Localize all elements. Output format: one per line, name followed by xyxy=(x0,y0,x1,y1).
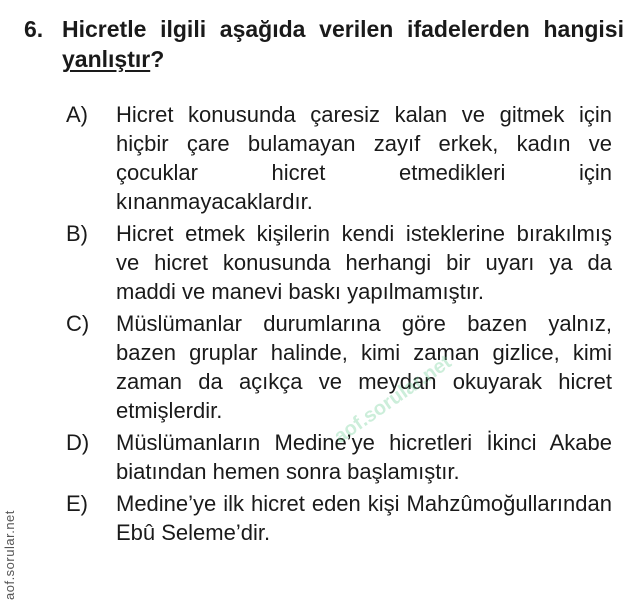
option-a[interactable] xyxy=(66,100,612,216)
option-letter: A) xyxy=(66,102,88,127)
option-text: Medine’ye ilk hicret eden kişi Mahzûmoğullarından Ebû Seleme’dir. xyxy=(116,491,612,545)
side-watermark: aof.sorular.net xyxy=(2,510,17,600)
option-b[interactable] xyxy=(66,219,612,306)
option-letter: D) xyxy=(66,430,90,455)
answer-options xyxy=(66,100,612,550)
question-number: 6. xyxy=(24,16,44,42)
question-text-underlined: yanlıştır xyxy=(62,46,151,72)
question-text xyxy=(62,14,624,74)
diagonal-watermark: aof.sorular.net xyxy=(330,350,456,449)
option-text: Hicret konusunda çaresiz kalan ve gitmek için hiçbir çare bulamayan zayıf erkek, kadın ve çocuklar hicret etmedikleri için kınanmayacaklardır. xyxy=(116,102,612,214)
question xyxy=(24,14,624,74)
question-stem xyxy=(24,14,624,74)
option-c[interactable] xyxy=(66,309,612,425)
option-text: Müslümanlar durumlarına göre bazen yalnız, bazen gruplar halinde, kimi zaman gizlice, kimi zaman da açıkça ve meydan okuyarak hicret etmişlerdir. xyxy=(116,311,612,423)
option-text: Hicret etmek kişilerin kendi isteklerine bırakılmış ve hicret konusunda herhangi bir uyarı ya da maddi ve manevi baskı yapılmamıştır. xyxy=(116,221,612,304)
question-text-main: Hicretle ilgili aşağıda verilen ifadelerden hangisi xyxy=(62,16,624,42)
option-e[interactable] xyxy=(66,489,612,547)
question-text-end: ? xyxy=(150,46,165,72)
option-letter: B) xyxy=(66,221,88,246)
option-letter: C) xyxy=(66,311,90,336)
option-letter: E) xyxy=(66,491,88,516)
option-text: Müslümanların Medine’ye hicretleri İkinci Akabe biatından hemen sonra başlamıştır. xyxy=(116,430,612,484)
